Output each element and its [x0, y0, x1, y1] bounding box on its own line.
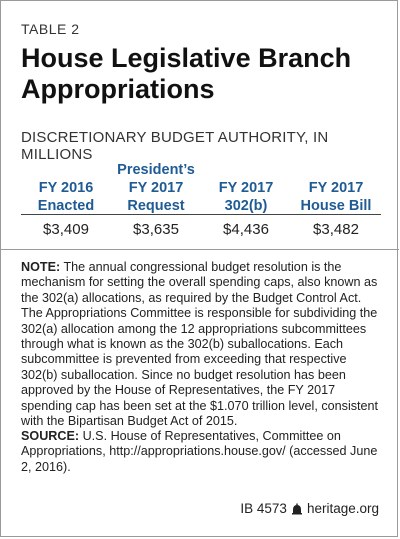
table-row	[21, 221, 381, 241]
column-header-house-bill	[291, 179, 381, 215]
header-line: FY 2016	[38, 180, 94, 196]
header-line: Enacted	[37, 198, 95, 214]
table-label: TABLE 2	[21, 21, 80, 37]
source-text: U.S. House of Representatives, Committee on Appropriations, http://appropriations.house.gov/ (accessed June 2, 2016).	[21, 429, 378, 474]
source-paragraph	[21, 429, 386, 475]
table-cell: $3,635	[133, 221, 179, 238]
header-line: President’s	[117, 162, 195, 178]
table-cell: $4,436	[223, 221, 269, 238]
table-title: House Legislative Branch Appropriations	[21, 43, 352, 104]
header-line: FY 2017	[218, 180, 274, 196]
footer-site: heritage.org	[306, 501, 379, 516]
footer-id: IB 4573	[240, 501, 287, 516]
note-label: NOTE:	[21, 260, 61, 274]
header-rule	[21, 214, 381, 215]
header-line: FY 2017	[128, 180, 184, 196]
table-subtitle: DISCRETIONARY BUDGET AUTHORITY, IN MILLIONS	[21, 129, 329, 163]
header-line: 302(b)	[224, 198, 268, 214]
note-text: The annual congressional budget resolution is the mechanism for setting the overall spending caps, also known as the 302(a) allocations, as required by the Budget Control Act. The Appropriations Committee is responsible for subdividing the 302(a) allocation among the 12 appropriations subcommittees through what is known as the 302(b) suballocations. Each subcommittee is prevented from exceeding that respective 302(b) suballocation. Since no budget resolution has been approved by the House of Representatives, the FY 2017 spending cap has been set at the $1.070 trillion level, consistent with the Bipartisan Budget Act of 2015.	[21, 260, 379, 429]
column-headers	[21, 155, 381, 215]
source-label: SOURCE:	[21, 429, 80, 443]
note-paragraph	[21, 260, 386, 429]
heritage-bell-icon	[291, 503, 303, 515]
section-divider	[1, 249, 399, 250]
header-line: Request	[127, 198, 185, 214]
header-line: FY 2017	[308, 180, 364, 196]
header-line: House Bill	[300, 198, 372, 214]
table-cell: $3,409	[43, 221, 89, 238]
column-header-fy2016	[21, 179, 111, 215]
column-header-presidents-request	[111, 161, 201, 215]
table-cell: $3,482	[313, 221, 359, 238]
footer	[240, 501, 379, 516]
column-header-302b	[201, 179, 291, 215]
